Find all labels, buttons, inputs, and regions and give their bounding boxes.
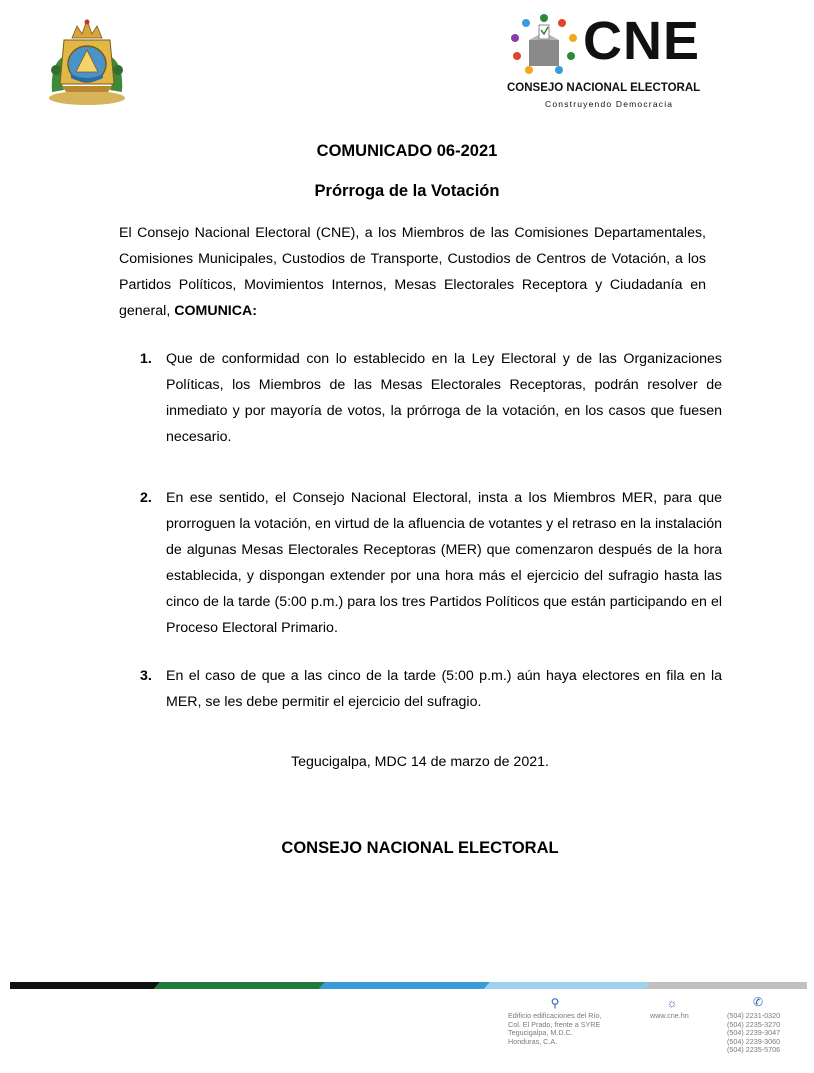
list-item: [140, 663, 722, 715]
list-item-number: 1.: [140, 351, 152, 367]
cne-logo-slogan: Construyendo Democracia: [545, 99, 674, 109]
bar-segment: [10, 982, 160, 989]
bar-segment: [154, 982, 325, 989]
bar-segment: [644, 982, 807, 989]
communique-title: COMUNICADO 06-2021: [316, 142, 498, 160]
footer-address: [508, 1012, 602, 1046]
list-item-text: En ese sentido, el Consejo Nacional Electoral, insta a los Miembros MER, para que prorroguen la votación, en virtud de la afluencia de votantes y el retraso en la instalación de algunas Mesas Electorales Receptoras (MER) que comenzaron después de la hora establecida, y dispongan extender por una hora más el ejercicio del sufragio hasta las cinco de la tarde (5:00 p.m.) para los tres Partidos Políticos que están participando en el Proceso Electoral Primario.: [166, 490, 723, 636]
coat-of-arms-image: [44, 12, 130, 106]
address-line: Edificio edificaciones del Río,: [508, 1011, 602, 1020]
phone-line: (504) 2235-5706: [727, 1045, 781, 1054]
communique-subtitle: Prórroga de la Votación: [314, 182, 500, 200]
bar-segment: [319, 982, 490, 989]
intro-paragraph: [119, 220, 706, 324]
intro-bold: COMUNICA:: [174, 303, 257, 319]
bar-segment: [484, 982, 650, 989]
intro-text: El Consejo Nacional Electoral (CNE), a los Miembros de las Comisiones Departamentales, Comisiones Municipales, Custodios de Transporte, Custodios de Centros de Votación, a los Partidos Políticos, Movimientos Internos, Mesas Electorales Receptora y Ciudadanía en general,: [119, 225, 706, 319]
address-line: Col. El Prado, frente a SYRE: [508, 1019, 601, 1029]
signature-block: CONSEJO NACIONAL ELECTORAL: [281, 839, 559, 857]
list-item-text: En el caso de que a las cinco de la tarde (5:00 p.m.) aún haya electores en fila en la MER, se les debe permitir el ejercicio del sufragio.: [166, 668, 722, 710]
web-icon: ☼: [666, 996, 678, 1010]
phone-line: (504) 2239-3047: [727, 1028, 781, 1037]
footer-website[interactable]: www.cne.hn: [650, 1011, 689, 1020]
address-line: Tegucigalpa, M.D.C.: [508, 1028, 573, 1037]
location-pin-icon: ⚲: [550, 996, 560, 1010]
address-line: Honduras, C.A.: [508, 1036, 558, 1046]
phone-line: (504) 2235-3270: [727, 1019, 781, 1029]
cne-logo-text: CNE: [583, 11, 701, 71]
list-item-number: 2.: [140, 490, 152, 506]
list-item: [140, 485, 722, 641]
phone-icon: ✆: [752, 995, 764, 1009]
place-date: Tegucigalpa, MDC 14 de marzo de 2021.: [291, 754, 549, 770]
ballot-box-logo-icon: [507, 10, 581, 80]
list-item-text: Que de conformidad con lo establecido en la Ley Electoral y de las Organizaciones Políticas, los Miembros de las Mesas Electorales Receptoras, podrán resolver de inmediato y por mayoría de votos, la prórroga de la votación, en los casos que fuesen necesario.: [166, 351, 722, 445]
cne-logo-name: CONSEJO NACIONAL ELECTORAL: [507, 82, 701, 94]
list-item-number: 3.: [140, 668, 152, 684]
list-item: [140, 346, 722, 450]
footer-color-bar: [10, 982, 807, 989]
cne-logo: [505, 10, 735, 112]
phone-line: (504) 2231-0320: [727, 1011, 781, 1020]
phone-line: (504) 2239-3060: [727, 1036, 781, 1046]
footer-phones: [727, 1012, 780, 1055]
